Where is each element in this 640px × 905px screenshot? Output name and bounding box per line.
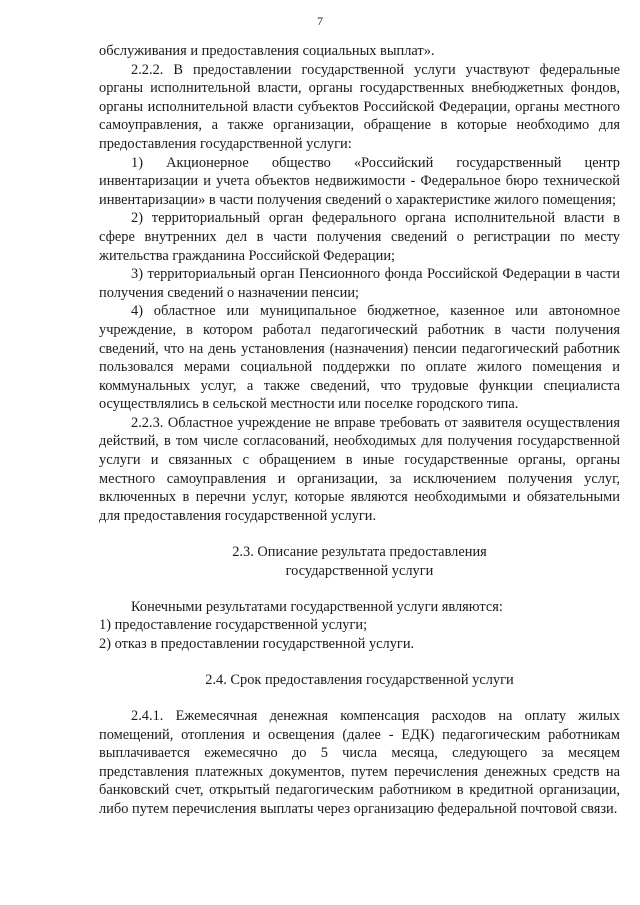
page-number: 7	[317, 14, 323, 28]
page-body	[99, 42, 620, 819]
section-heading-2-3-line1: 2.3. Описание результата предоставления	[232, 544, 487, 561]
section-heading-2-3-line2: государственной услуги	[285, 563, 434, 580]
list-item-participant-1: 1) Акционерное общество «Российский государственный центр инвентаризации и учета объектов недвижимости - Федеральное бюро технической инвентаризации» в части получения сведений о характеристике жилого помещения;	[99, 154, 620, 208]
results-lead: Конечными результатами государственной услуги являются:	[131, 598, 503, 615]
result-item-2: 2) отказ в предоставлении государственной услуги.	[99, 635, 415, 652]
list-item-participant-3: 3) территориальный орган Пенсионного фонда Российской Федерации в части получения сведений о назначении пенсии;	[99, 266, 620, 301]
paragraph-2-2-3: 2.2.3. Областное учреждение не вправе требовать от заявителя осуществления действий, в том числе согласований, необходимых для получения государственной услуги и связанных с обращением в иные государственные органы, органы местного самоуправления и организации, за исключением получения услуг, включенных в перечни услуг, которые являются необходимыми и обязательными для предоставления государственной услуги.	[99, 414, 620, 524]
paragraph-2-4-1: 2.4.1. Ежемесячная денежная компенсация расходов на оплату жилых помещений, отопления и освещения (далее - ЕДК) педагогическим работникам выплачивается ежемесячно до 5 числа месяца, следующего за месяцем представления платежных документов, путем перечисления денежных средств на банковский счет, открытый педагогическим работником в кредитной организации, либо путем перечисления выплаты через организацию федеральной почтовой связи.	[99, 708, 620, 817]
result-item-1: 1) предоставление государственной услуги;	[99, 617, 368, 634]
list-item-participant-4: 4) областное или муниципальное бюджетное, казенное или автономное учреждение, в котором работал педагогический работник в части получения сведений, что на день установления (назначения) пенсии педагогический работник пользовался мерами социальной поддержки по оплате жилого помещения и коммунальных услуг, а также сведений, что трудовые функции специалиста осуществлялись в сельской местности или поселке городского типа.	[99, 303, 620, 413]
paragraph-continuation: обслуживания и предоставления социальных выплат».	[99, 43, 435, 59]
section-heading-2-4: 2.4. Срок предоставления государственной услуги	[205, 672, 514, 689]
list-item-participant-2: 2) территориальный орган федерального органа исполнительной власти в сфере внутренних дел в части получения сведений о регистрации по месту жительства гражданина Российской Федерации;	[99, 210, 620, 264]
paragraph-2-2-2: 2.2.2. В предоставлении государственной услуги участвуют федеральные органы исполнительной власти, органы государственных внебюджетных фондов, органы исполнительной власти субъектов Российской Федерации, органы местного самоуправления, а также организации, обращение в которые необходимо для предоставления государственной услуги:	[99, 61, 620, 152]
